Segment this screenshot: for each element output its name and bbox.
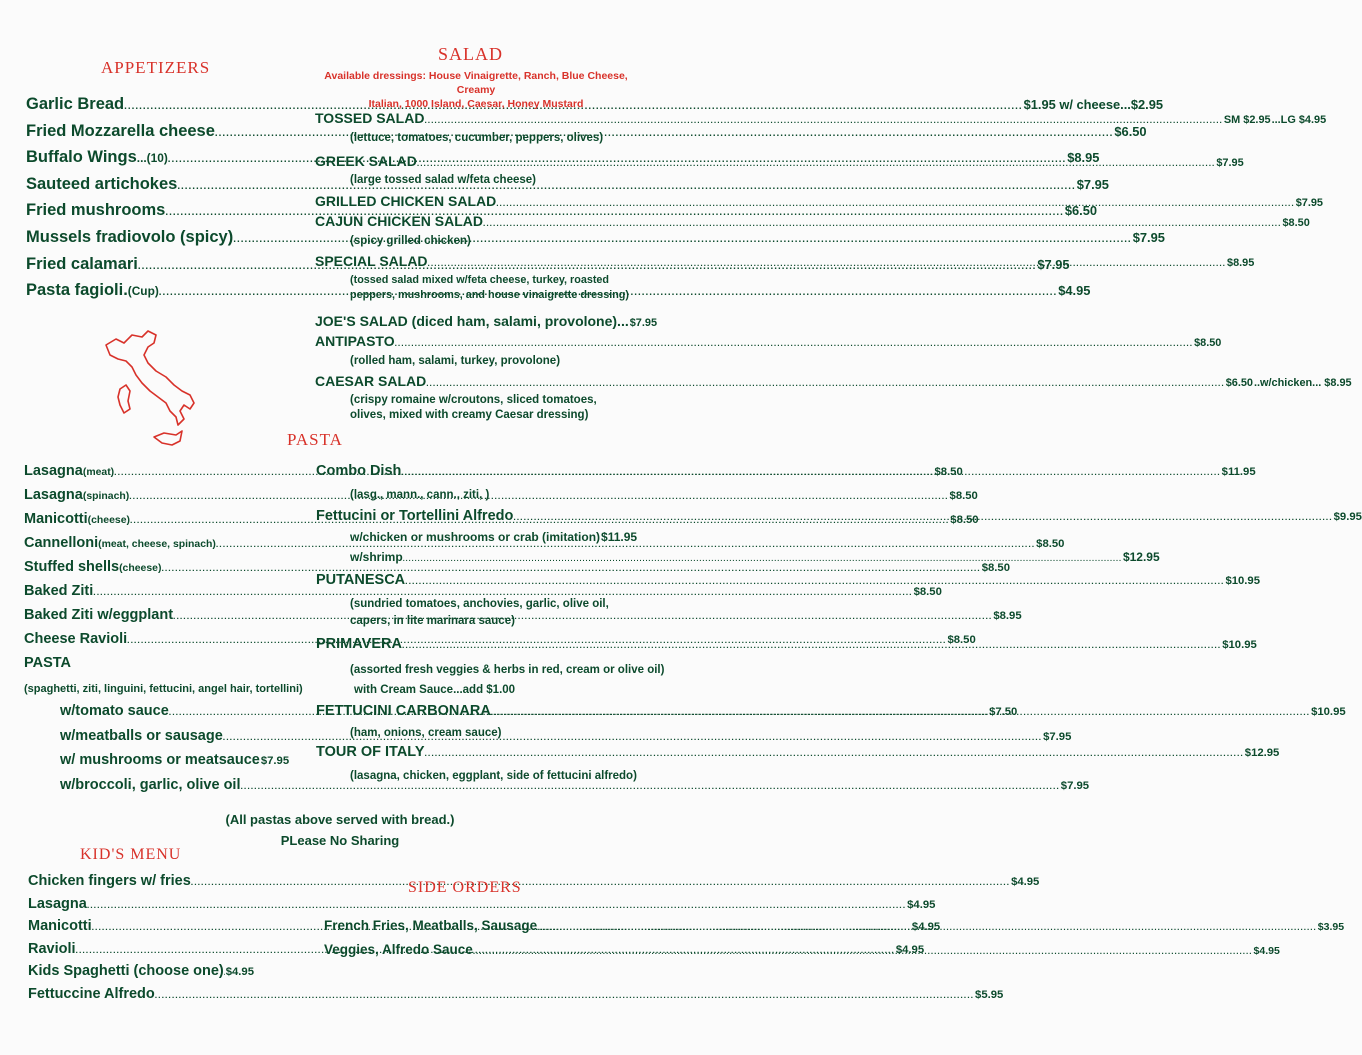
item-name: Stuffed shells <box>24 559 120 575</box>
item-name: Buffalo Wings <box>26 148 137 167</box>
item-name: CAESAR SALAD <box>315 373 427 389</box>
item-name: w/ mushrooms or meatsauce <box>60 752 260 768</box>
item-name: Veggies, Alfredo Sauce <box>324 942 473 957</box>
item-name: Lasagna <box>24 487 83 503</box>
item-note: (Cup) <box>127 284 159 299</box>
item-price: $10.95 <box>1225 575 1260 587</box>
item-price: $7.95 <box>1060 779 1090 792</box>
item-price: $8.50 <box>981 562 1010 574</box>
item-description-line1: (sundried tomatoes, anchovies, garlic, olive oil, <box>350 598 609 610</box>
item-price: $7.95 <box>1295 197 1323 209</box>
item-name: Manicotti <box>24 511 88 527</box>
item-description: (lasg., mann., cann., ziti, ) <box>350 489 490 501</box>
item-name: Combo Dish <box>316 463 402 479</box>
item-price: $8.50 <box>1036 538 1065 550</box>
menu-item-kids <box>28 963 254 985</box>
item-name: Manicotti <box>28 918 92 934</box>
item-description-line2: olives, mixed with creamy Caesar dressing) <box>350 409 589 421</box>
item-price: $7.50 <box>989 706 1018 718</box>
item-description-line1: (assorted fresh veggies & herbs in red, cream or olive oil) <box>350 664 665 676</box>
item-name: Sauteed artichokes <box>26 174 178 193</box>
item-name: GRILLED CHICKEN SALAD <box>315 193 497 209</box>
option-price: $11.95 <box>601 530 638 544</box>
item-note: (meat) <box>82 467 115 478</box>
item-price: $4.95 <box>911 921 941 933</box>
item-price: $8.95 <box>993 610 1022 622</box>
item-name: Lasagna <box>28 895 87 912</box>
item-name: TOUR OF ITALY <box>316 744 425 760</box>
item-note: (spinach) <box>82 491 130 502</box>
item-name: Garlic Bread <box>26 95 125 113</box>
item-description <box>350 273 629 303</box>
item-description-line2: with Cream Sauce...add $1.00 <box>354 684 516 696</box>
item-name: Pasta fagioli. <box>26 281 128 300</box>
item-price: $7.95 <box>1132 230 1165 245</box>
salad-dressings-line1: Available dressings: House Vinaigrette, Ranch, Blue Cheese, Creamy <box>324 70 628 96</box>
item-price: $8.50 <box>950 514 979 526</box>
pasta-title: PASTA <box>287 430 343 449</box>
menu-item-kids <box>28 895 936 918</box>
item-price: $12.95 <box>1244 747 1280 759</box>
item-price: $5.95 <box>975 988 1004 1001</box>
item-price: $8.50 <box>1282 217 1310 229</box>
item-price: $4.95 <box>1253 945 1280 957</box>
item-description: (lasagna, chicken, eggplant, side of fettucini alfredo) <box>350 770 637 782</box>
item-name: ANTIPASTO <box>315 333 395 349</box>
item-description: (spicy grilled chicken) <box>350 235 471 247</box>
menu-item-kids <box>28 985 1004 1008</box>
item-name: Fettuccine Alfredo <box>28 985 155 1002</box>
item-price: $7.95 <box>1043 730 1072 743</box>
item-description-line2: capers, in lite marinara sauce) <box>350 615 515 627</box>
item-name: French Fries, Meatballs, Sausage <box>324 918 538 933</box>
item-price: $7.95 <box>629 317 658 329</box>
item-name: Lasagna <box>24 463 83 479</box>
salad-dressings-line2: Italian, 1000 Island, Caesar, Honey Mustard <box>368 98 584 110</box>
menu-item-tour-of-italy <box>316 744 1280 765</box>
item-price: $11.95 <box>1221 466 1256 478</box>
item-description <box>350 596 609 630</box>
item-name: GREEK SALAD <box>315 153 417 169</box>
item-name: w/broccoli, garlic, olive oil <box>60 776 241 793</box>
item-description-line1: (crispy romaine w/croutons, sliced tomatoes, <box>350 394 597 406</box>
item-description: (rolled ham, salami, turkey, provolone) <box>350 355 561 367</box>
menu-option-alfredo-shrimp <box>350 550 1160 566</box>
item-name: Mussels fradiovolo (spicy) <box>26 228 234 246</box>
item-description: (ham, onions, cream sauce) <box>350 727 502 739</box>
menu-item-antipasto <box>315 333 1222 351</box>
item-description-line2: peppers, mushrooms, and house vinaigrette dressing) <box>350 289 629 301</box>
salad-dressings <box>310 69 642 111</box>
item-price-large: ...LG $4.95 <box>1271 114 1327 126</box>
option-name: w/shrimp <box>350 550 403 564</box>
item-name: Fettucini or Tortellini Alfredo <box>316 508 514 524</box>
item-name: Kids Spaghetti (choose one) <box>28 963 224 979</box>
item-price: $8.50 <box>949 490 978 502</box>
item-note: (cheese) <box>87 515 130 526</box>
item-name: Fried calamari <box>26 254 138 273</box>
item-name: TOSSED SALAD <box>315 110 425 126</box>
item-name: JOE'S SALAD (diced ham, salami, provolone)... <box>315 313 629 329</box>
item-name: Cheese Ravioli <box>24 631 128 647</box>
item-price: $1.95 w/ cheese...$2.95 <box>1023 97 1164 112</box>
item-price: $8.95 <box>1227 257 1255 269</box>
appetizers-title: APPETIZERS <box>101 58 211 77</box>
item-price: $6.50 <box>1114 123 1147 139</box>
item-name: PRIMAVERA <box>316 636 402 652</box>
item-price: $8.50 <box>1194 337 1222 349</box>
menu-item-cajun-chicken-salad <box>315 213 1310 231</box>
item-name: Baked Ziti <box>24 583 94 599</box>
menu-option-alfredo-chicken <box>350 530 638 546</box>
menu-option-pasta <box>60 752 290 773</box>
menu-item-tossed-salad <box>315 110 1327 128</box>
item-price: $4.95 <box>907 898 936 911</box>
pasta-label: PASTA <box>24 655 71 671</box>
item-description: (large tossed salad w/feta cheese) <box>350 174 536 186</box>
item-name: Cannelloni <box>24 535 99 551</box>
salad-title: SALAD <box>438 44 504 64</box>
item-price: $7.95 <box>1076 176 1109 192</box>
item-name: SPECIAL SALAD <box>315 253 428 269</box>
item-price: $3.95 <box>1317 921 1345 933</box>
item-price: $8.95 <box>1067 150 1100 166</box>
italy-map-icon <box>96 325 226 455</box>
item-price: $4.95 <box>225 966 254 978</box>
menu-item-joes-salad <box>315 313 658 331</box>
item-price-with-chicken: ..w/chicken... $8.95 <box>1253 377 1352 389</box>
item-description <box>350 393 597 423</box>
item-name: w/meatballs or sausage <box>60 727 223 744</box>
menu-item-caesar-salad <box>315 373 1352 391</box>
item-name: Fried Mozzarella cheese <box>26 121 215 140</box>
option-name: w/chicken or mushrooms or crab (imitation) <box>350 530 601 544</box>
item-price: $7.95 <box>1037 256 1070 272</box>
item-name: Fried mushrooms <box>26 201 166 220</box>
item-note: (cheese) <box>119 563 162 574</box>
item-description: (lettuce, tomatoes, cucumber, peppers, olives) <box>350 132 604 144</box>
item-note: (meat, cheese, spinach) <box>98 539 216 550</box>
item-price: $6.50 <box>1064 203 1098 219</box>
item-name: w/tomato sauce <box>60 703 169 719</box>
item-price: $7.95 <box>260 755 290 767</box>
item-price: $8.50 <box>947 634 976 646</box>
option-price: $12.95 <box>1122 550 1160 564</box>
side-orders-title: SIDE ORDERS <box>408 879 522 896</box>
item-price: $10.95 <box>1222 639 1257 651</box>
item-name: CAJUN CHICKEN SALAD <box>315 213 484 229</box>
item-price: $4.95 <box>1058 283 1091 299</box>
item-price: $4.95 <box>895 943 925 956</box>
item-price: $9.95 <box>1333 511 1362 523</box>
item-note: ...(10) <box>136 151 168 166</box>
item-price: $8.50 <box>913 586 942 598</box>
item-name: Baked Ziti w/eggplant <box>24 607 174 623</box>
item-price: $10.95 <box>1311 706 1346 718</box>
pasta-types: (spaghetti, ziti, linguini, fettucini, angel hair, tortellini) <box>24 683 303 695</box>
item-name: PUTANESCA <box>316 572 406 588</box>
item-description <box>350 660 664 700</box>
menu-item-side <box>324 942 1280 964</box>
item-price: $8.50 <box>934 466 963 478</box>
item-name: Chicken fingers w/ fries <box>28 873 191 889</box>
item-price: $6.50 <box>1225 377 1253 389</box>
kids-menu-title: KID'S MENU <box>80 846 182 863</box>
item-name: FETTUCINI CARBONARA <box>316 703 491 719</box>
item-price: $7.95 <box>1216 157 1244 169</box>
item-description-line1: (tossed salad mixed w/feta cheese, turkey, roasted <box>350 274 610 286</box>
pasta-bread-note: (All pastas above served with bread.) <box>225 812 455 827</box>
item-price-small: SM $2.95 <box>1223 114 1271 126</box>
pasta-sharing-note: PLease No Sharing <box>280 833 400 848</box>
item-price: $4.95 <box>1011 876 1040 888</box>
item-name: Ravioli <box>28 940 76 957</box>
